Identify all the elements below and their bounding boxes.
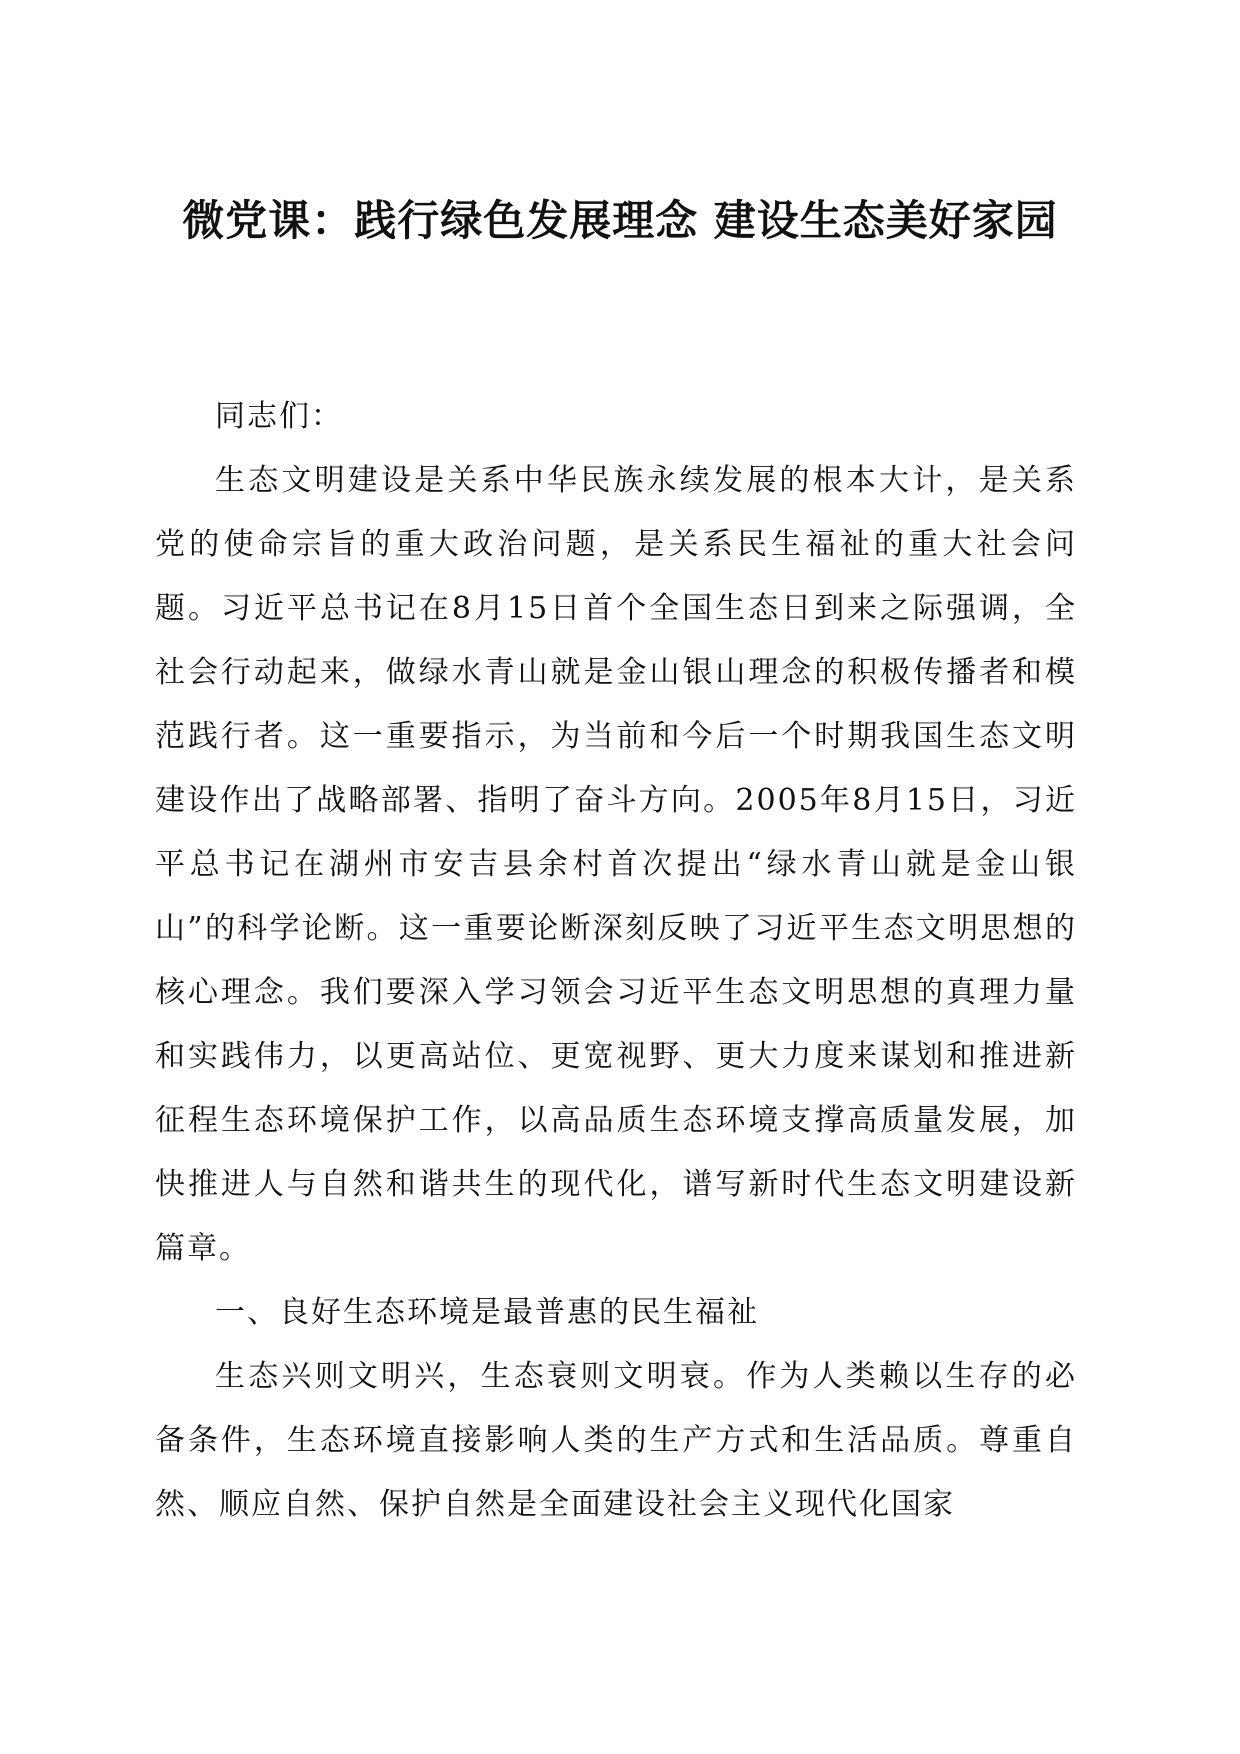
section-paragraph: 生态兴则文明兴，生态衰则文明衰。作为人类赖以生存的必备条件，生态环境直接影响人类的生产方式和生活品质。尊重自然、顺应自然、保护自然是全面建设社会主义现代化国家: [155, 1359, 1077, 1522]
document-title: 微党课：践行绿色发展理念 建设生态美好家园: [182, 196, 1058, 245]
intro-paragraph: 生态文明建设是关系中华民族永续发展的根本大计，是关系党的使命宗旨的重大政治问题，是关系民生福祉的重大社会问题。习近平总书记在8月15日首个全国生态日到来之际强调，全社会行动起来，做绿水青山就是金山银山理念的积极传播者和模范践行者。这一重要指示，为当前和今后一个时期我国生态文明建设作出了战略部署、指明了奋斗方向。2005年8月15日，习近平总书记在湖州市安吉县余村首次提出“绿水青山就是金山银山”的科学论断。这一重要论断深刻反映了习近平生态文明思想的核心理念。我们要深入学习领会习近平生态文明思想的真理力量和实践伟力，以更高站位、更宽视野、更大力度来谋划和推进新征程生态环境保护工作，以高品质生态环境支撑高质量发展，加快推进人与自然和谐共生的现代化，谱写新时代生态文明建设新篇章。: [155, 463, 1077, 1266]
document-body: [155, 385, 1077, 1537]
salutation: 同志们：: [215, 399, 343, 434]
section-heading: 一、良好生态环境是最普惠的民生福祉: [215, 1295, 759, 1330]
